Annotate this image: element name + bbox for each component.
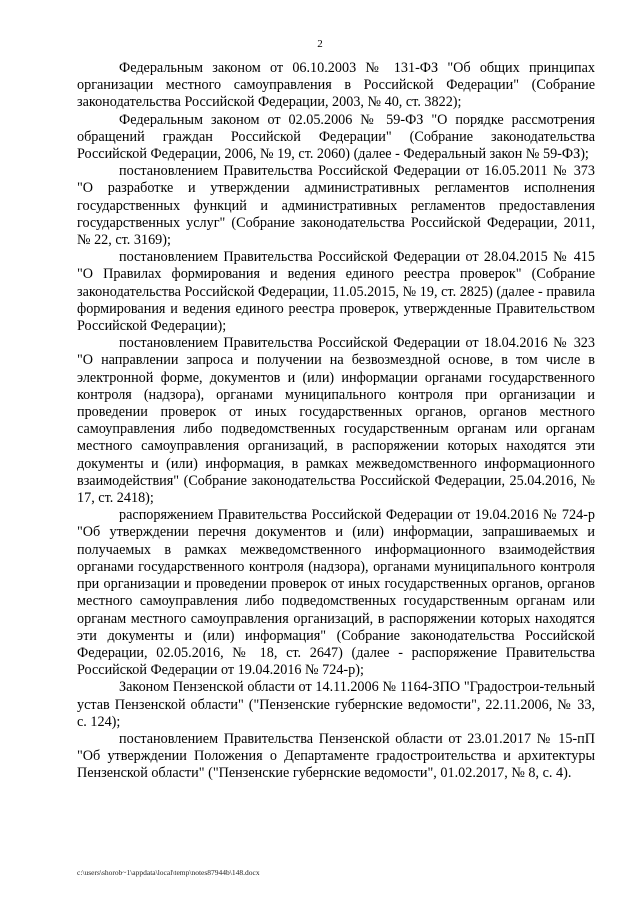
paragraph-order-724: распоряжением Правительства Российской Федерации от 19.04.2016 № 724-р "Об утверждении перечня документов и (или) информации, запрашиваемых и получаемых в рамках межведомственного информационного взаимодействия органами государственного контроля (надзора), органами муниципального контроля при организации и проведении проверок от иных государственных органов, органов местного самоуправления либо подведомственных государственным органам или органам местного самоуправления организаций, в распоряжении которых находятся эти документы и (или) информация" (Собрание законодательства Российской Федерации, 02.05.2016, № 18, ст. 2647) (далее - распоряжение Правительства Российской Федерации от 19.04.2016 № 724-р); xyxy=(77,507,595,679)
paragraph-resolution-323: постановлением Правительства Российской Федерации от 18.04.2016 № 323 "О направлении запроса и получении на безвозмездной основе, в том числе в электронной форме, документов и (или) информации органами государственного контроля (надзора), органами муниципального контроля при организации и проведении проверок от иных государственных органов, органов местного самоуправления либо подведомственных государственным органам или органам местного самоуправления организаций, в распоряжении которых находятся эти документы и (или) информация, в рамках межведомственного информационного взаимодействия" (Собрание законодательства Российской Федерации, 25.04.2016, № 17, ст. 2418); xyxy=(77,335,595,507)
footer-file-path: c:\users\shorob~1\appdata\local\temp\notes87944b\148.docx xyxy=(77,868,260,877)
page-number: 2 xyxy=(317,38,323,50)
paragraph-federal-law-59: Федеральным законом от 02.05.2006 № 59-ФЗ "О порядке рассмотрения обращений граждан Российской Федерации" (Собрание законодательства Российской Федерации, 2006, № 19, ст. 2060) (далее - Федеральный закон № 59-ФЗ); xyxy=(77,111,595,163)
paragraph-penza-law-1164: Законом Пензенской области от 14.11.2006 № 1164-ЗПО "Градострои-тельный устав Пензенской области" ("Пензенские губернские ведомости", 22.11.2006, № 33, с. 124); xyxy=(77,679,595,730)
paragraph-resolution-373: постановлением Правительства Российской Федерации от 16.05.2011 № 373 "О разработке и утверждении административных регламентов исполнения государственных функций и административных регламентов предоставления государственных услуг" (Собрание законодательства Российской Федерации, 2011, № 22, ст. 3169); xyxy=(77,163,595,249)
paragraph-resolution-415: постановлением Правительства Российской Федерации от 28.04.2015 № 415 "О Правилах формирования и ведения единого реестра проверок" (Собрание законодательства Российской Федерации, 11.05.2015, № 19, ст. 2825) (далее - правила формирования и ведения единого реестра проверок, утвержденные Правительством Российской Федерации); xyxy=(77,249,595,335)
paragraph-federal-law-131: Федеральным законом от 06.10.2003 № 131-ФЗ "Об общих принципах организации местного самоуправления в Российской Федерации" (Собрание законодательства Российской Федерации, 2003, № 40, ст. 3822); xyxy=(77,60,595,111)
paragraph-penza-resolution-15: постановлением Правительства Пензенской области от 23.01.2017 № 15-пП "Об утверждении Положения о Департаменте градостроительства и архитектуры Пензенской области" ("Пензенские губернские ведомости", 01.02.2017, № 8, с. 4). xyxy=(77,730,595,782)
document-body xyxy=(77,60,595,783)
